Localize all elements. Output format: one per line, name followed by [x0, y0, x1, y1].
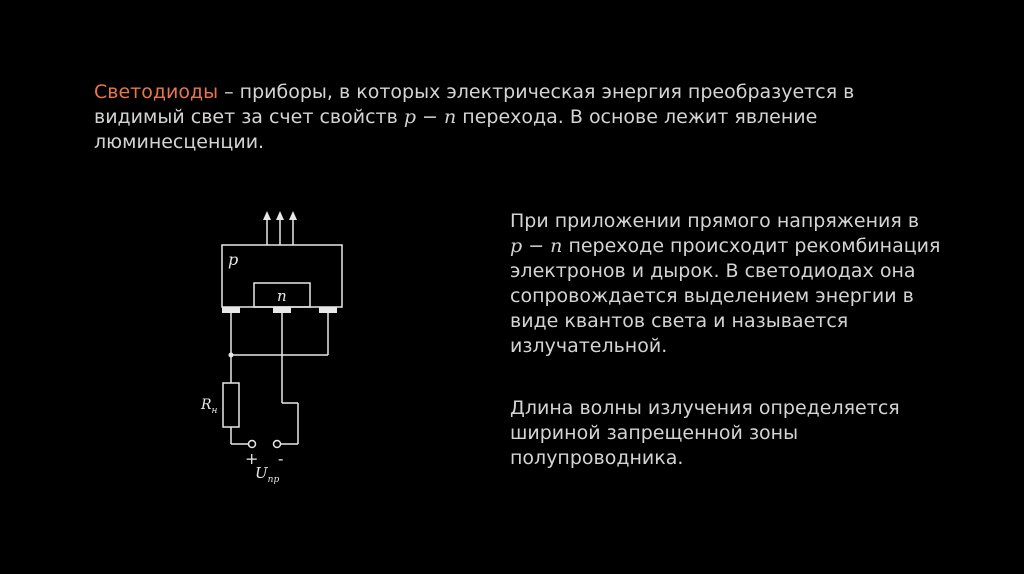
- contact-center: [273, 307, 291, 313]
- contact-right: [319, 307, 337, 313]
- intro-text-2: перехода. В основе лежит явление люминесценции.: [94, 106, 818, 153]
- arrow-head-1: [263, 211, 271, 220]
- recombination-text-1: При приложении прямого напряжения в: [510, 210, 920, 232]
- minus-label: -: [278, 449, 284, 468]
- arrow-head-3: [289, 211, 297, 220]
- arrow-head-2: [276, 211, 284, 220]
- n-label: n: [277, 287, 287, 305]
- led-circuit-diagram: [190, 205, 370, 495]
- plus-label: +: [245, 449, 259, 468]
- pn-math-intro: p − n: [403, 106, 457, 128]
- resistor-label-main: R: [201, 397, 212, 413]
- resistor-label-sub: н: [211, 406, 218, 416]
- intro-text-1: – приборы, в которых электрическая энергия преобразуется в видимый свет за счет свойств: [94, 81, 855, 128]
- terminal-plus: [249, 441, 256, 448]
- voltage-label-sub: пр: [267, 475, 280, 485]
- voltage-label: [255, 464, 279, 485]
- intro-paragraph: [94, 80, 894, 155]
- contact-left: [222, 307, 240, 313]
- load-resistor: [223, 383, 239, 427]
- recombination-paragraph: [510, 209, 950, 359]
- recombination-text-2: переходе происходит рекомбинация электронов и дырок. В светодиодах она сопровождается выделением энергии в виде квантов света и называется излучательной.: [510, 235, 941, 357]
- terminal-minus: [274, 441, 281, 448]
- led-term: Светодиоды: [94, 81, 219, 103]
- p-label: p: [228, 250, 239, 269]
- resistor-label: [200, 397, 218, 416]
- wavelength-paragraph: Длина волны излучения определяется шириной запрещенной зоны полупроводника.: [510, 397, 900, 469]
- junction-node: [229, 353, 234, 358]
- pn-math-recombination: p − n: [510, 235, 563, 257]
- voltage-label-main: U: [255, 464, 268, 482]
